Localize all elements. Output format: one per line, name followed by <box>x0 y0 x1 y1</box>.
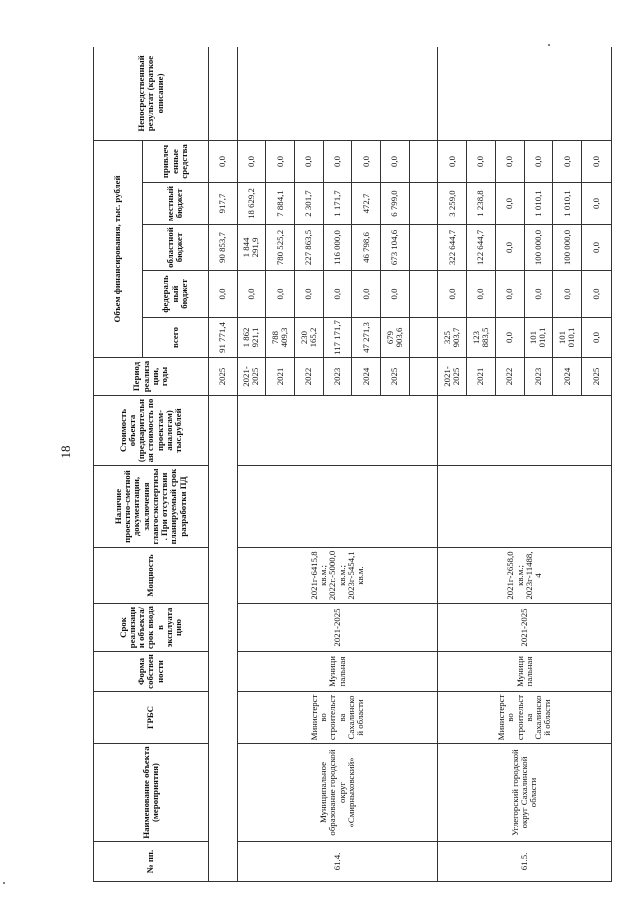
total-cell: 117 171,7 <box>323 318 352 358</box>
ownership-cell: Муниципальная <box>438 652 612 692</box>
empty-cell <box>438 47 612 140</box>
federal-cell: 0,0 <box>381 271 410 318</box>
federal-cell: 0,0 <box>495 271 524 318</box>
empty-cell <box>409 225 438 271</box>
regional-cell: 90 853,7 <box>208 225 237 271</box>
federal-cell: 0,0 <box>237 271 266 318</box>
empty-cell <box>409 358 438 396</box>
attracted-cell: 0,0 <box>323 140 352 182</box>
object-name: Муниципальное образование городской округ «Смирныховский» <box>237 744 438 842</box>
period-cell: 2021-2025 <box>438 358 467 396</box>
total-cell: 230 165,2 <box>294 318 323 358</box>
header-row-1 <box>94 47 143 882</box>
attracted-cell: 0,0 <box>438 140 467 182</box>
federal-cell: 0,0 <box>208 271 237 318</box>
empty-cell <box>438 396 612 466</box>
object-name: Углегорский городской округ Сахалинской области <box>438 744 612 842</box>
local-cell: 0,0 <box>582 183 612 225</box>
term-cell: 2021-2025 <box>438 604 612 652</box>
empty-cell <box>438 466 612 548</box>
total-cell: 1 862 921,1 <box>237 318 266 358</box>
total-cell: 91 771,4 <box>208 318 237 358</box>
period-cell: 2025 <box>582 358 612 396</box>
empty-cell <box>237 396 438 466</box>
page-number: 18 <box>58 445 73 459</box>
table-row <box>438 47 467 882</box>
regional-cell: 46 798,6 <box>352 225 381 271</box>
table-row <box>237 47 266 882</box>
header-cost: Стоимость объекта (предварительная стоимость по проектам-аналогам) тыс.рублей <box>94 396 209 466</box>
regional-cell: 1 844 291,9 <box>237 225 266 271</box>
ownership-cell: Муниципальная <box>237 652 438 692</box>
header-period: Период реализации, годы <box>94 358 209 396</box>
regional-cell: 673 104,6 <box>381 225 410 271</box>
total-cell: 123 883,5 <box>467 318 496 358</box>
regional-cell: 227 863,5 <box>294 225 323 271</box>
row-number: 61.4. <box>237 842 438 882</box>
local-cell: 0,0 <box>495 183 524 225</box>
capacity-cell: 2021г-2658,0 кв.м.; 2023г-11488,4 <box>438 548 612 604</box>
period-cell: 2025 <box>208 358 237 396</box>
period-cell: 2022 <box>294 358 323 396</box>
total-cell: 47 271,3 <box>352 318 381 358</box>
local-cell: 472,7 <box>352 183 381 225</box>
total-cell: 0,0 <box>495 318 524 358</box>
federal-cell: 0,0 <box>323 271 352 318</box>
regional-cell: 122 644,7 <box>467 225 496 271</box>
attracted-cell: 0,0 <box>237 140 266 182</box>
local-cell: 1 171,7 <box>323 183 352 225</box>
regional-cell: 322 644,7 <box>438 225 467 271</box>
header-name: Наименование объекта (мероприятия) <box>94 744 209 842</box>
federal-cell: 0,0 <box>352 271 381 318</box>
period-cell: 2021 <box>467 358 496 396</box>
local-cell: 1 010,1 <box>524 183 553 225</box>
period-cell: 2023 <box>524 358 553 396</box>
empty-cell <box>409 140 438 182</box>
federal-cell: 0,0 <box>524 271 553 318</box>
attracted-cell: 0,0 <box>266 140 295 182</box>
funding-table <box>93 47 612 882</box>
scan-speck <box>3 882 5 884</box>
local-cell: 2 301,7 <box>294 183 323 225</box>
header-funding-group: Объем финансирования, тыс. рублей <box>94 140 143 357</box>
period-cell: 2024 <box>352 358 381 396</box>
attracted-cell: 0,0 <box>381 140 410 182</box>
attracted-cell: 0,0 <box>524 140 553 182</box>
capacity-cell: 2021г-6415,8 кв.м.; 2022г.-5000,0 кв.м.; 2023г-5454,1 кв.м. <box>237 548 438 604</box>
empty-cell <box>208 396 237 882</box>
scan-speck <box>548 44 550 46</box>
row-number: 61.5. <box>438 842 612 882</box>
header-federal: федеральный бюджет <box>142 271 208 318</box>
local-cell: 1 238,8 <box>467 183 496 225</box>
regional-cell: 100 000,0 <box>553 225 582 271</box>
table-row <box>208 47 237 882</box>
header-attracted: привлеченные средства <box>142 140 208 182</box>
header-grbs: ГРБС <box>94 692 209 744</box>
header-total: всего <box>142 318 208 358</box>
empty-cell <box>208 47 237 140</box>
local-cell: 6 799,0 <box>381 183 410 225</box>
empty-cell <box>409 183 438 225</box>
federal-cell: 0,0 <box>266 271 295 318</box>
local-cell: 18 629,2 <box>237 183 266 225</box>
grbs-cell: Министерство строительства Сахалинской области <box>438 692 612 744</box>
regional-cell: 0,0 <box>495 225 524 271</box>
regional-cell: 780 525,2 <box>266 225 295 271</box>
header-term: Срок реализации объекта/срок ввода в эксплуатацию <box>94 604 209 652</box>
total-cell: 325 903,7 <box>438 318 467 358</box>
regional-cell: 116 000,0 <box>323 225 352 271</box>
regional-cell: 100 000,0 <box>524 225 553 271</box>
header-num: № пп. <box>94 842 209 882</box>
federal-cell: 0,0 <box>438 271 467 318</box>
local-cell: 917,7 <box>208 183 237 225</box>
total-cell: 101 010,1 <box>524 318 553 358</box>
attracted-cell: 0,0 <box>208 140 237 182</box>
empty-cell <box>237 47 438 140</box>
local-cell: 1 010,1 <box>553 183 582 225</box>
grbs-cell: Министерство строительства Сахалинской области <box>237 692 438 744</box>
local-cell: 7 884,1 <box>266 183 295 225</box>
empty-cell <box>409 318 438 358</box>
period-cell: 2023 <box>323 358 352 396</box>
attracted-cell: 0,0 <box>495 140 524 182</box>
federal-cell: 0,0 <box>553 271 582 318</box>
header-ownership: Форма собственности <box>94 652 209 692</box>
period-cell: 2021-2025 <box>237 358 266 396</box>
federal-cell: 0,0 <box>467 271 496 318</box>
rotated-table-container <box>93 47 612 882</box>
header-regional: областной бюджет <box>142 225 208 271</box>
term-cell: 2021-2025 <box>237 604 438 652</box>
header-psd: Наличие проектно-сметной документации, заключения главгосэкспертизы. При отсутствии планируемый срок разработки ПД <box>94 466 209 548</box>
attracted-cell: 0,0 <box>582 140 612 182</box>
period-cell: 2025 <box>381 358 410 396</box>
period-cell: 2024 <box>553 358 582 396</box>
federal-cell: 0,0 <box>582 271 612 318</box>
total-cell: 0,0 <box>582 318 612 358</box>
period-cell: 2022 <box>495 358 524 396</box>
local-cell: 3 259,0 <box>438 183 467 225</box>
header-local: местный бюджет <box>142 183 208 225</box>
empty-cell <box>409 271 438 318</box>
attracted-cell: 0,0 <box>467 140 496 182</box>
total-cell: 679 903,6 <box>381 318 410 358</box>
attracted-cell: 0,0 <box>352 140 381 182</box>
total-cell: 788 409,3 <box>266 318 295 358</box>
total-cell: 101 010,1 <box>553 318 582 358</box>
attracted-cell: 0,0 <box>294 140 323 182</box>
regional-cell: 0,0 <box>582 225 612 271</box>
attracted-cell: 0,0 <box>553 140 582 182</box>
empty-cell <box>237 466 438 548</box>
period-cell: 2021 <box>266 358 295 396</box>
federal-cell: 0,0 <box>294 271 323 318</box>
header-result: Непосредственный результат (краткое описание) <box>94 47 209 140</box>
header-capacity: Мощность <box>94 548 209 604</box>
